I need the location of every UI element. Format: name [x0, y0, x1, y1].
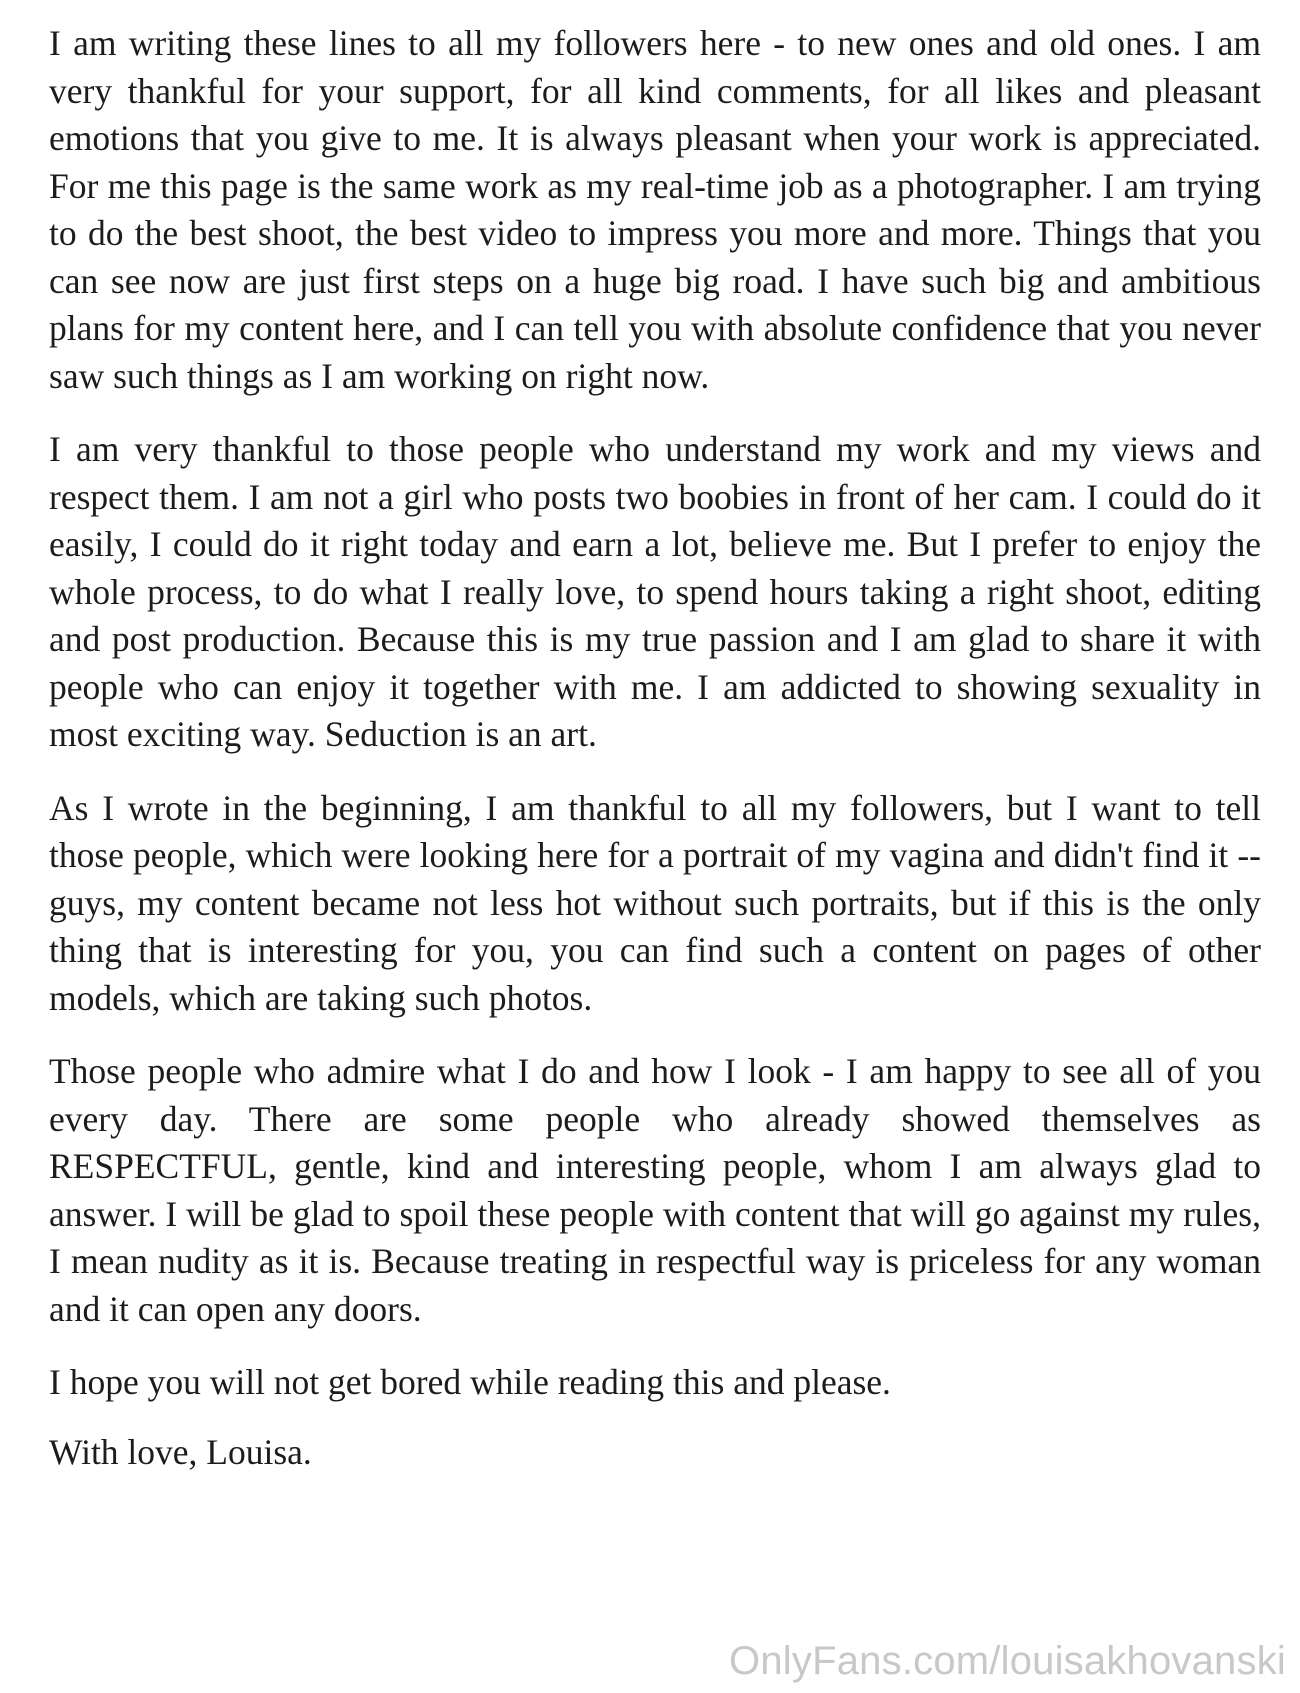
paragraph-3: As I wrote in the beginning, I am thankful to all my followers, but I want to tell those people, which were looking here for a portrait of my vagina and didn't find it -- guys, my content became not less hot without such portraits, but if this is the only thing that is interesting for you, you can find such a content on pages of other models, which are taking such photos. — [49, 787, 1261, 1018]
signoff: With love, Louisa. — [49, 1431, 312, 1472]
paragraph-4: Those people who admire what I do and how I look - I am happy to see all of you every day. There are some people who already showed themselves as RESPECTFUL, gentle, kind and interesting people, whom I am always glad to answer. I will be glad to spoil these people with content that will go against my rules, I mean nudity as it is. Because treating in respectful way is priceless for any woman and it can open any doors. — [49, 1051, 1261, 1329]
paragraph-5: I hope you will not get bored while reading this and please. — [49, 1362, 891, 1402]
paragraph-1: I am writing these lines to all my followers here - to new ones and old ones. I am very thankful for your support, for all kind comments, for all likes and pleasant emotions that you give to me. It is always pleasant when your work is appreciated. For me this page is the same work as my real-time job as a photographer. I am trying to do the best shoot, the best video to impress you more and more. Things that you can see now are just first steps on a huge big road. I have such big and ambitious plans for my content here, and I can tell you with absolute confidence that you never saw such things as I am working on right now. — [49, 23, 1261, 396]
paragraph-2: I am very thankful to those people who understand my work and my views and respect them. I am not a girl who posts two boobies in front of her cam. I could do it easily, I could do it right today and earn a lot, believe me. But I prefer to enjoy the whole process, to do what I really love, to spend hours taking a right shoot, editing and post production. Because this is my true passion and I am glad to share it with people who can enjoy it together with me. I am addicted to showing sexuality in most exciting way. Seduction is an art. — [49, 429, 1261, 754]
letter-body — [49, 20, 1261, 1476]
watermark-text: OnlyFans.com/louisakhovanski — [729, 1639, 1286, 1683]
